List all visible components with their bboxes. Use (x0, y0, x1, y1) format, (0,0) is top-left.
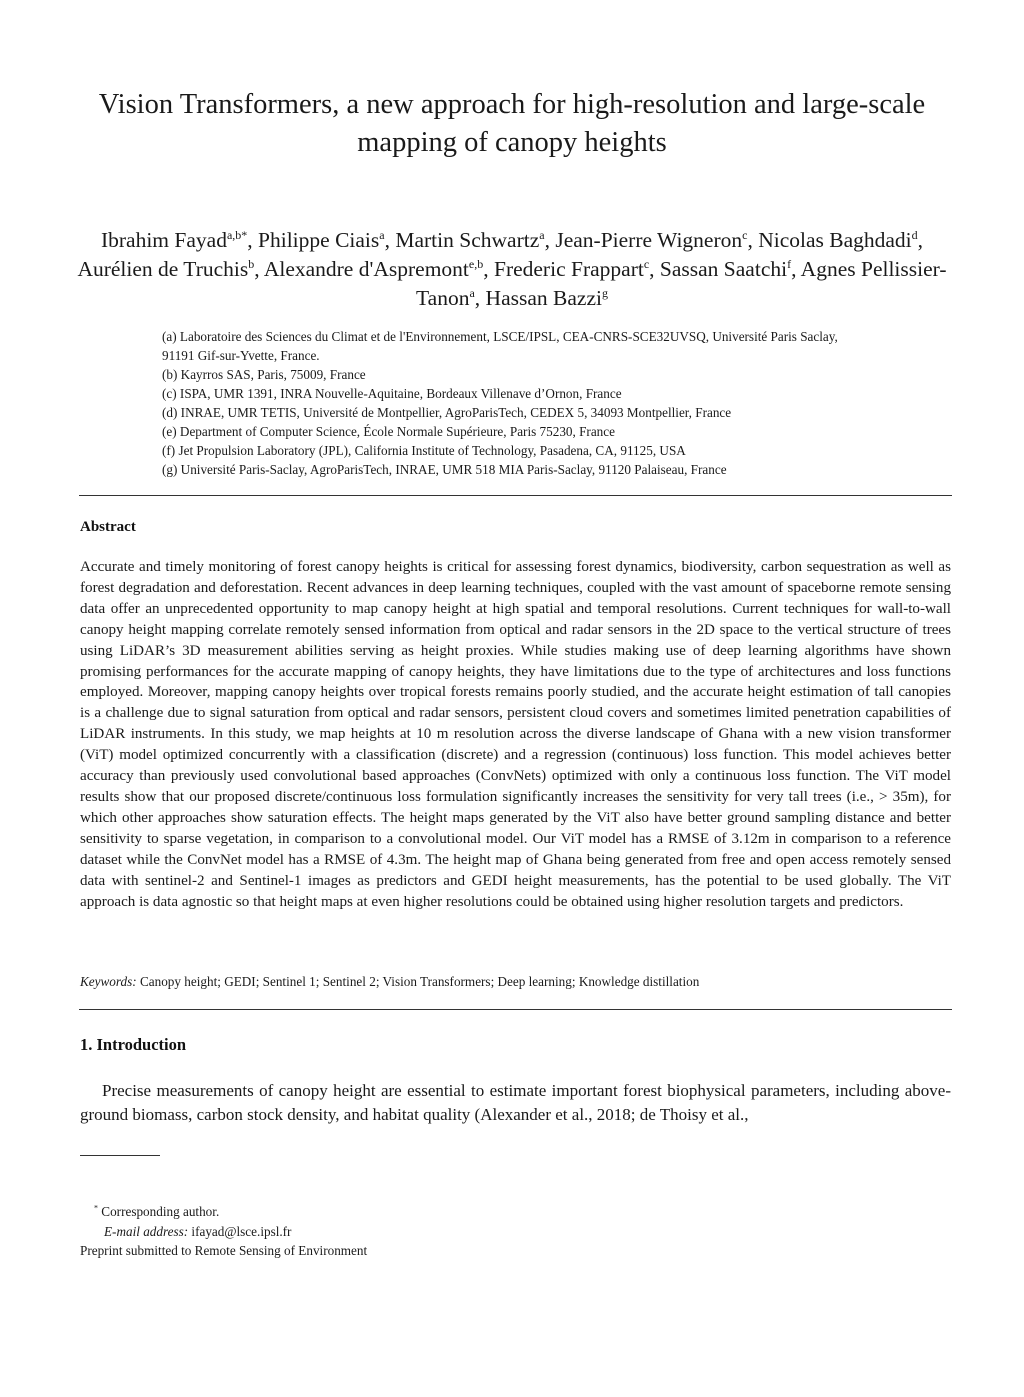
author-affiliation-marker: f (787, 256, 792, 271)
author-name: Jean-Pierre Wigneron (555, 228, 743, 252)
footnote-email-label: E-mail address: (104, 1223, 189, 1239)
author-separator: , (247, 228, 259, 252)
affiliation-list (162, 327, 952, 479)
author-affiliation-marker: b (248, 256, 255, 271)
author-affiliation-marker: g (601, 285, 608, 300)
author-name: Aurélien de Truchis (77, 257, 249, 281)
author-list (70, 226, 954, 313)
section-divider-bottom (79, 1009, 952, 1010)
author-separator: , (544, 228, 556, 252)
footnote-corresponding (80, 1202, 951, 1222)
affiliation-line: (d) INRAE, UMR TETIS, Université de Montpellier, AgroParisTech, CEDEX 5, 34093 Montpellier, France (162, 405, 732, 420)
abstract-heading: Abstract (80, 519, 136, 535)
author-affiliation-marker: a (379, 227, 385, 242)
author-affiliation-marker: d (911, 227, 918, 242)
author-separator: , (917, 228, 924, 252)
author-name: Frederic Frappart (493, 257, 644, 281)
author-affiliation-marker: c (742, 227, 748, 242)
author-affiliation-marker: a (469, 285, 475, 300)
keywords-line (80, 973, 951, 991)
author-name: Ibrahim Fayad (100, 228, 227, 252)
footnote-rule (80, 1155, 160, 1156)
footnote-block (80, 1202, 951, 1261)
author-separator: , (474, 286, 486, 310)
author-separator: , (254, 257, 264, 281)
paper-title: Vision Transformers, a new approach for high-resolution and large-scale mapping of canopy heights (98, 89, 926, 158)
author-name: Nicolas Baghdadi (758, 228, 912, 252)
author-affiliation-marker: c (643, 256, 650, 271)
affiliation-line: (c) ISPA, UMR 1391, INRA Nouvelle-Aquitaine, Bordeaux Villenave d’Ornon, France (162, 386, 622, 401)
footnote-email (80, 1222, 951, 1242)
author-affiliation-marker: a (539, 227, 545, 242)
author-separator: , (384, 228, 396, 252)
author-name: Agnes Pellissier-Tanon (416, 257, 947, 310)
keywords-text: Canopy height; GEDI; Sentinel 1; Sentinel 2; Vision Transformers; Deep learning; Knowledge distillation (139, 974, 700, 989)
author-separator: , (791, 257, 801, 281)
author-name: Philippe Ciais (258, 228, 380, 252)
abstract-text: Accurate and timely monitoring of forest canopy heights is critical for assessing forest dynamics, biodiversity, carbon sequestration as well as forest degradation and deforestation. Recent advances in deep learning techniques, coupled with the vast amount of spaceborne remote sensing data offer an unprecedented opportunity to map canopy height at high spatial and temporal resolutions. Current techniques for wall-to-wall canopy height mapping correlate remotely sensed information from optical and radar sensors in the 2D space to the vertical structure of trees using LiDAR’s 3D measurement abilities serving as height proxies. While studies making use of deep learning algorithms have shown promising performances for the accurate mapping of canopy heights, they have limitations due to the type of architectures and loss functions employed. Moreover, mapping canopy heights over tropical forests remains poorly studied, and the accurate height estimation of tall canopies is a challenge due to signal saturation from optical and radar sensors, persistent cloud covers and sometimes limited penetration capabilities of LiDAR instruments. In this study, we map heights at 10 m resolution across the diverse landscape of Ghana with a new vision transformer (ViT) model optimized concurrently with a classification (discrete) and a regression (continuous) loss function. This model achieves better accuracy than previously used convolutional based approaches (ConvNets) optimized with only a continuous loss function. The ViT model results show that our proposed discrete/continuous loss formulation significantly increases the sensitivity for very tall trees (i.e., > 35m), for which other approaches show saturation effects. The height maps generated by the ViT also have better ground sampling distance and better sensitivity to sparse vegetation, in comparison to a convolutional model. Our ViT model has a RMSE of 3.12m in comparison to a reference dataset while the ConvNet model has a RMSE of 4.3m. The height map of Ghana being generated from free and open access remotely sensed data with sentinel-2 and Sentinel-1 images as predictors and GEDI height measurements, has the potential to be used globally. The ViT approach is data agnostic so that height maps at even higher resolutions could be obtained using higher resolution targets and predictors. (80, 559, 951, 910)
author-separator: , (747, 228, 759, 252)
author-name: Sassan Saatchi (659, 257, 788, 281)
author-affiliation-marker: a,b* (226, 227, 248, 242)
footnote-corresponding-text: Corresponding author. (101, 1204, 220, 1219)
author-separator: , (483, 257, 494, 281)
affiliation-line: (f) Jet Propulsion Laboratory (JPL), California Institute of Technology, Pasadena, CA, 91125, USA (162, 443, 686, 458)
introduction-text: Precise measurements of canopy height are essential to estimate important forest biophysical parameters, including above-ground biomass, carbon stock density, and habitat quality (Alexander et al., 2018; de Thoisy et al., (80, 1081, 951, 1124)
footnote-preprint: Preprint submitted to Remote Sensing of Environment (80, 1243, 368, 1258)
author-name: Martin Schwartz (395, 228, 540, 252)
author-name: Hassan Bazzi (485, 286, 602, 310)
author-name: Alexandre d'Aspremont (263, 257, 469, 281)
introduction-heading: 1. Introduction (80, 1035, 187, 1054)
section-divider-top (79, 495, 952, 496)
affiliation-line: 91191 Gif-sur-Yvette, France. (162, 348, 320, 363)
footnote-email-address[interactable]: ifayad@lsce.ipsl.fr (191, 1223, 292, 1239)
affiliation-line: (a) Laboratoire des Sciences du Climat et de l'Environnement, LSCE/IPSL, CEA-CNRS-SCE32UVSQ, Université Paris Saclay, (162, 329, 838, 344)
affiliation-line: (g) Université Paris-Saclay, AgroParisTech, INRAE, UMR 518 MIA Paris-Saclay, 91120 Palaiseau, France (162, 462, 727, 477)
affiliation-line: (e) Department of Computer Science, École Normale Supérieure, Paris 75230, France (162, 424, 615, 439)
author-separator: , (649, 257, 660, 281)
author-affiliation-marker: e,b (468, 256, 484, 271)
footnote-marker: * (94, 1203, 98, 1213)
affiliation-line: (b) Kayrros SAS, Paris, 75009, France (162, 367, 366, 382)
keywords-label: Keywords: (80, 974, 137, 989)
